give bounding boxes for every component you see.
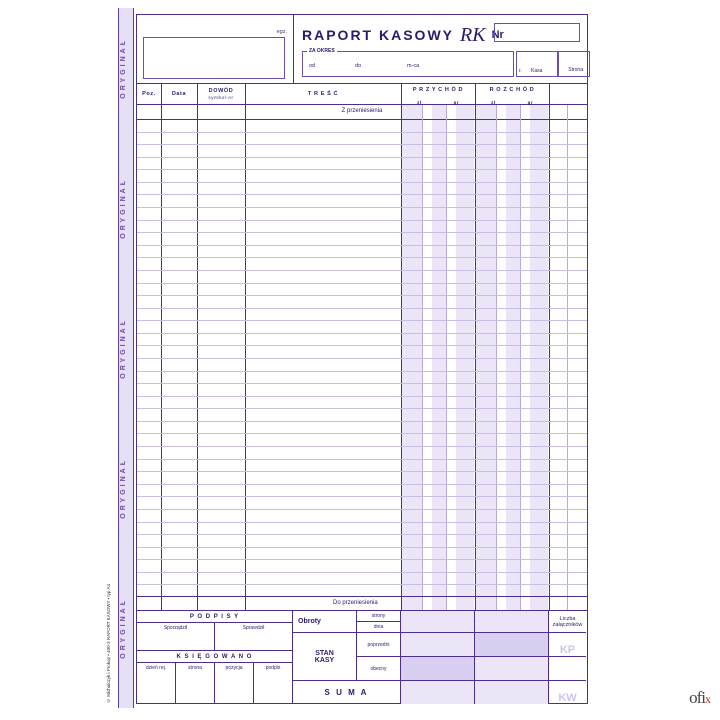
cash-state-previous-label: poprzedni [367, 641, 390, 648]
turnover-side-label: strony [371, 613, 386, 619]
booked-title: K S I Ę G O W A N O [137, 651, 293, 663]
ledger-row-rule [137, 169, 587, 170]
title-abbr: RK [460, 24, 486, 46]
cash-state-label-cell [293, 633, 357, 681]
kasa-label: Kasa [531, 68, 543, 74]
kp-badge: KP [559, 644, 576, 656]
ledger-row-rule [137, 408, 587, 409]
col-header-extra [549, 84, 586, 104]
turnover-label: Obroty [298, 618, 321, 625]
ledger-row-rule [137, 534, 587, 535]
original-label-5: ORYGINAŁ [120, 598, 127, 659]
col-header-przychod-label: P R Z Y C H Ó D [412, 87, 464, 93]
title-text: RAPORT KASOWY [302, 27, 454, 43]
ledger-row-rule [137, 371, 587, 372]
page-label: Strona [568, 67, 583, 73]
signature-prepared[interactable]: Sporządził [137, 623, 215, 651]
ledger-row-rule [137, 245, 587, 246]
number-label: Nr [491, 29, 504, 41]
ledger-row-rule [137, 270, 587, 271]
kasa-box[interactable] [516, 51, 558, 77]
cash-prev-przychod-cell[interactable] [401, 633, 475, 657]
attachments-label-1: Liczba [559, 615, 576, 622]
logo-text: ofi [689, 688, 705, 707]
original-label-2: ORYGINAŁ [120, 178, 127, 239]
carry-in-label: Z przeniesienia [341, 108, 383, 114]
col-header-przychod [401, 84, 476, 107]
ledger-row-rule [137, 396, 587, 397]
ledger-row-rule [137, 207, 587, 208]
document-number-field[interactable] [491, 23, 580, 42]
ledger-row-rule [137, 383, 587, 384]
ledger-row-rule [137, 509, 587, 510]
cash-current-przychod-cell[interactable] [401, 657, 475, 681]
turnover-przychod-cell[interactable] [401, 611, 475, 633]
period-month-label: m-ca [407, 63, 420, 69]
original-label-4: ORYGINAŁ [120, 458, 127, 519]
logo-mark: x [705, 692, 710, 706]
attachments-label-2: załączników [552, 621, 583, 628]
cash-state-current-label: obecny [370, 665, 387, 672]
ledger-row-rule [137, 358, 587, 359]
ledger-row-rule [137, 547, 587, 548]
ledger-row-rule [137, 320, 587, 321]
turnover-side-row [357, 611, 401, 622]
publisher-logo [689, 688, 710, 708]
unit-gr-rozchod: gr [527, 100, 534, 105]
booked-page[interactable]: strona [176, 663, 215, 704]
col-header-dowod-sub: symbol-nr [208, 94, 234, 100]
ledger-row-rule [137, 421, 587, 422]
attachments-kp-cell[interactable] [549, 633, 586, 657]
period-to-label: do [355, 63, 362, 69]
signature-checked[interactable]: Sprawdził [215, 623, 293, 651]
col-header-rozchod [475, 84, 550, 107]
period-box [302, 48, 514, 77]
turnover-label-cell [293, 611, 357, 633]
original-label-3: ORYGINAŁ [120, 318, 127, 379]
col-header-poz: Poz. [137, 84, 162, 104]
ledger-row-rule [137, 345, 587, 346]
form-header [137, 15, 587, 84]
ledger-row-rule [137, 572, 587, 573]
ledger-row-rule [137, 182, 587, 183]
ledger-row-rule [137, 132, 587, 133]
sum-label: S U M A [324, 688, 369, 697]
ledger-row-rule [137, 295, 587, 296]
ledger-row-rule [137, 471, 587, 472]
unit-zl-przychod: zł [417, 100, 422, 105]
col-header-tresc: T R E Ś Ć [245, 84, 402, 104]
sum-label-cell [293, 681, 401, 704]
ledger-row-rule [137, 433, 587, 434]
ledger-body[interactable] [137, 105, 587, 611]
col-header-data: Data [161, 84, 198, 104]
form-frame [136, 14, 588, 704]
col-header-dowod-main: DOWÓD [208, 88, 234, 95]
form-footer [137, 611, 587, 704]
ledger-row-rule [137, 283, 587, 284]
booked-day[interactable]: dzień rej. [137, 663, 176, 704]
ledger-row-rule [137, 232, 587, 233]
cash-state-previous-row [357, 633, 401, 657]
ledger-row-rule [137, 157, 587, 158]
attachments-middle-cell[interactable] [549, 657, 586, 681]
booked-signature[interactable]: podpis [254, 663, 293, 704]
ledger-row-rule [137, 220, 587, 221]
turnover-day-label: dnia [373, 624, 384, 630]
cash-prev-rozchod-cell[interactable] [475, 633, 549, 657]
year-prefix-label: r. [519, 68, 522, 74]
kasa-number-field[interactable] [558, 51, 590, 77]
original-copy-strip [118, 8, 134, 708]
cash-state-label-2: KASY [314, 656, 335, 664]
carry-out-label: Do przeniesienia [333, 600, 378, 606]
attachments-label-cell [549, 611, 586, 633]
col-header-rozchod-label: R O Z C H Ó D [489, 87, 535, 93]
ledger-row-rule [137, 496, 587, 497]
cash-current-rozchod-cell[interactable] [475, 657, 549, 681]
ledger-row-rule [137, 257, 587, 258]
company-stamp-field[interactable] [143, 37, 285, 79]
unit-zl-rozchod: zł [491, 100, 496, 105]
turnover-rozchod-cell[interactable] [475, 611, 549, 633]
copy-number-label: egz. [276, 29, 287, 35]
ledger-row-rule [137, 308, 587, 309]
form-sheet [100, 8, 590, 708]
booked-position[interactable]: pozycja [215, 663, 254, 704]
kw-badge: KW [558, 692, 577, 704]
ledger-row-rule [137, 584, 587, 585]
cash-state-current-row [357, 657, 401, 681]
ledger-row-rule [137, 484, 587, 485]
ledger-row-rule [137, 446, 587, 447]
col-header-dowod [197, 84, 246, 104]
unit-gr-przychod: gr [453, 100, 460, 105]
attachments-kw-cell[interactable] [549, 681, 586, 704]
signatures-title: P O D P I S Y [137, 611, 293, 623]
period-from-label: od [309, 63, 316, 69]
ledger-row-rule [137, 459, 587, 460]
sum-przychod-cell[interactable] [401, 681, 475, 704]
sum-rozchod-cell[interactable] [475, 681, 549, 704]
period-label: ZA OKRES [309, 48, 335, 54]
ledger-row-rule [137, 144, 587, 145]
carry-out-row [137, 596, 587, 610]
header-left-block [137, 15, 294, 83]
ledger-row-rule [137, 194, 587, 195]
original-label-1: ORYGINAŁ [120, 38, 127, 99]
publisher-code: © Michalczyk i Prokop • 400-3 RAPORT KASOWY • typ A4 [106, 584, 111, 703]
ledger-row-rule [137, 559, 587, 560]
cash-state-label-1: STAN [315, 649, 334, 657]
ledger-row-rule [137, 522, 587, 523]
header-right-block [294, 15, 587, 83]
table-column-headers [137, 84, 587, 105]
turnover-day-row [357, 622, 401, 633]
ledger-row-rule [137, 333, 587, 334]
